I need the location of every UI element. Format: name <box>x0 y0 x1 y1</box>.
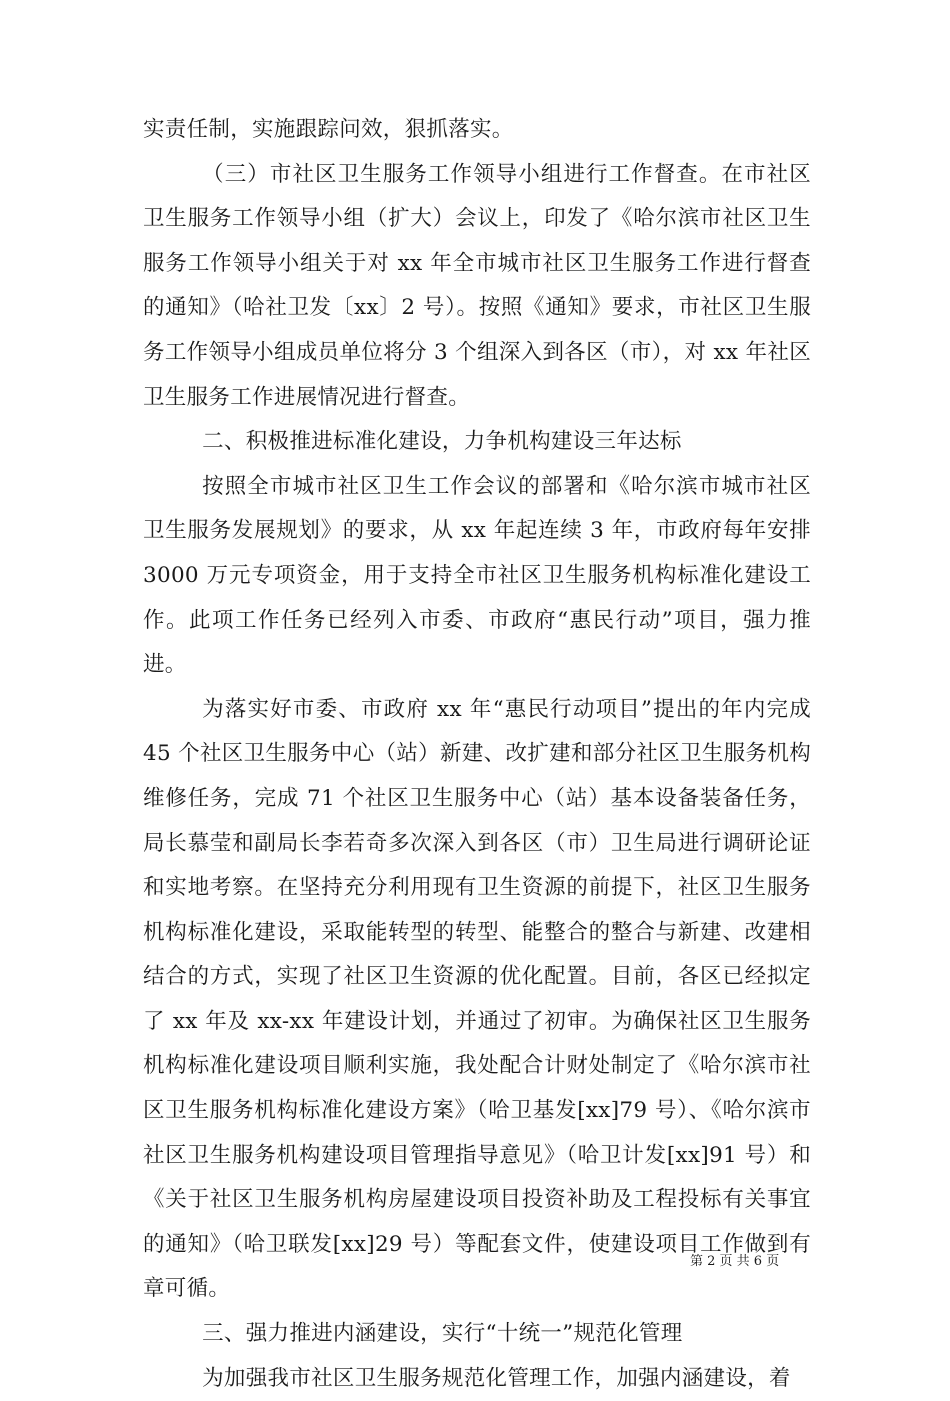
document-body <box>143 108 811 1401</box>
paragraph-management: 为加强我市社区卫生服务规范化管理工作，加强内涵建设，着 <box>202 1365 791 1391</box>
section-heading-connotation: 三、强力推进内涵建设，实行“十统一”规范化管理 <box>202 1321 683 1347</box>
page-number: 第 2 页 共 6 页 <box>690 1254 780 1269</box>
paragraph-supervision: （三）市社区卫生服务工作领导小组进行工作督查。在市社区卫生服务工作领导小组（扩大）会议上，印发了《哈尔滨市社区卫生服务工作领导小组关于对 xx 年全市城市社区卫生服务工作进行督查的通知》（哈社卫发〔xx〕2 号）。按照《通知》要求，市社区卫生服务工作领导小组成员单位将分 3 个组深入到各区（市），对 xx 年社区卫生服务工作进展情况进行督查。 <box>143 161 811 410</box>
paragraph-implementation: 为落实好市委、市政府 xx 年“惠民行动项目”提出的年内完成 45 个社区卫生服务中心（站）新建、改扩建和部分社区卫生服务机构维修任务，完成 71 个社区卫生服务中心（站）基本设备装备任务，局长慕莹和副局长李若奇多次深入到各区（市）卫生局进行调研论证和实地考察。在坚持充分利用现有卫生资源的前提下，社区卫生服务机构标准化建设，采取能转型的转型、能整合的整合与新建、改建相结合的方式，实现了社区卫生资源的优化配置。目前，各区已经拟定了 xx 年及 xx-xx 年建设计划，并通过了初审。为确保社区卫生服务机构标准化建设项目顺利实施，我处配合计财处制定了《哈尔滨市社区卫生服务机构标准化建设方案》（哈卫基发[xx]79 号）、《哈尔滨市社区卫生服务机构建设项目管理指导意见》（哈卫计发[xx]91 号）和《关于社区卫生服务机构房屋建设项目投资补助及工程投标有关事宜的通知》（哈卫联发[xx]29 号）等配套文件，使建设项目工作做到有章可循。 <box>143 696 811 1302</box>
paragraph-funding: 按照全市城市社区卫生工作会议的部署和《哈尔滨市城市社区卫生服务发展规划》的要求，从 xx 年起连续 3 年，市政府每年安排 3000 万元专项资金，用于支持全市社区卫生服务机构标准化建设工作。此项工作任务已经列入市委、市政府“惠民行动”项目，强力推进。 <box>143 473 811 678</box>
paragraph-continuation: 实责任制，实施跟踪问效，狠抓落实。 <box>143 117 514 142</box>
section-heading-standardization: 二、积极推进标准化建设，力争机构建设三年达标 <box>202 429 682 455</box>
